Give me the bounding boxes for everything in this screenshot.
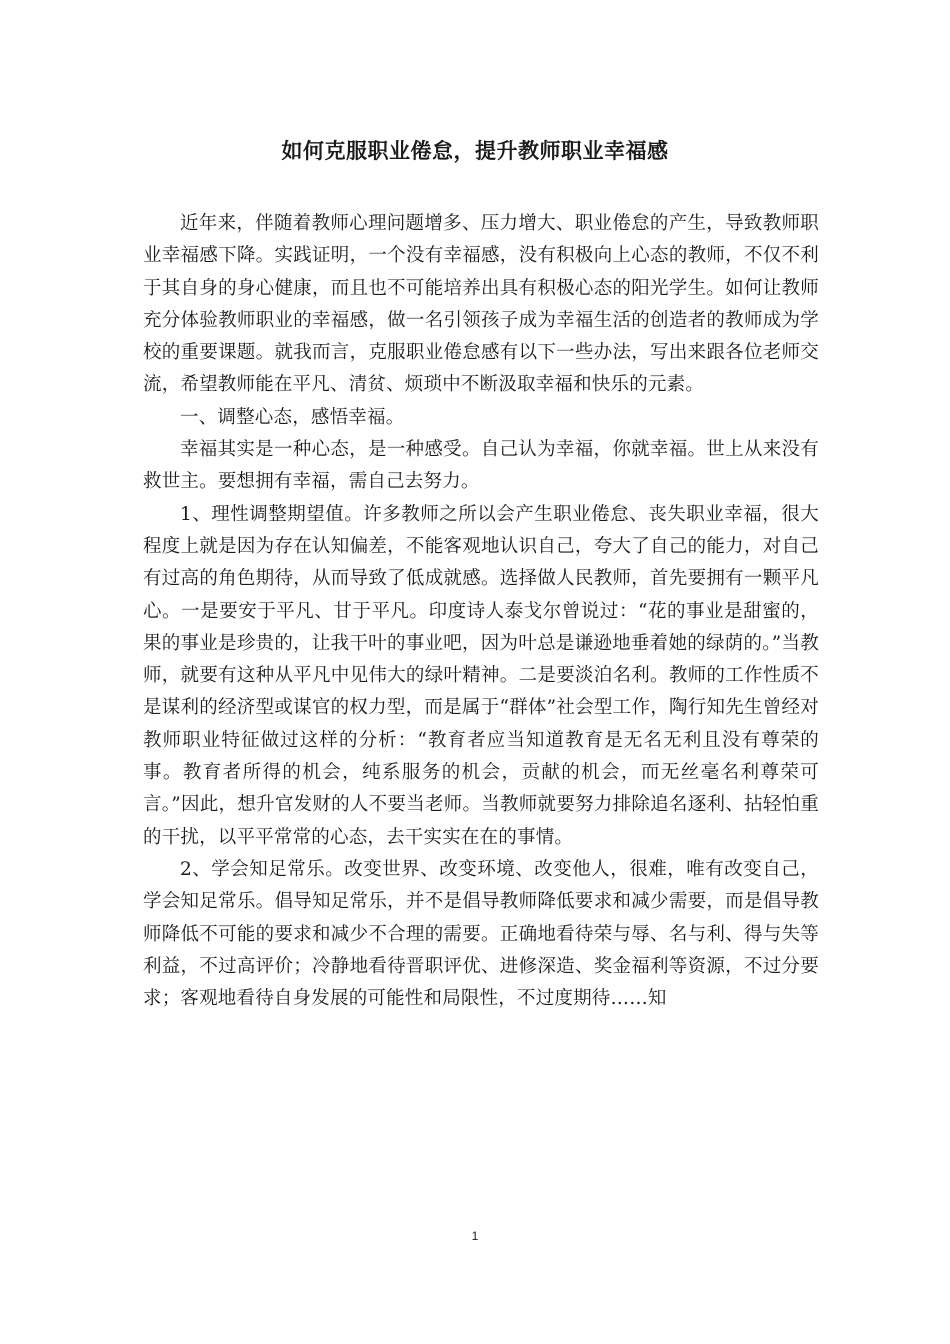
document-title: 如何克服职业倦怠，提升教师职业幸福感 xyxy=(281,138,669,163)
paragraph-point-2: 2、学会知足常乐。改变世界、改变环境、改变他人，很难，唯有改变自己，学会知足常乐。倡导知足常乐，并不是倡导教师降低要求和减少需要，而是倡导教师降低不可能的要求和减少不合理的需要。正确地看待荣与辱、名与利、得与失等利益，不过高评价；冷静地看待晋职评优、进修深造、奖金福利等资源，不过分要求；客观地看待自身发展的可能性和局限性，不过度期待……知 xyxy=(143,858,819,1010)
document-body xyxy=(143,208,819,1015)
page-number: 1 xyxy=(471,1229,479,1243)
paragraph-point-1: 1、理性调整期望值。许多教师之所以会产生职业倦怠、丧失职业幸福，很大程度上就是因为存在认知偏差，不能客观地认识自己，夸大了自己的能力，对自己有过高的角色期待，从而导致了低成就感。选择做人民教师，首先要拥有一颗平凡心。一是要安于平凡、甘于平凡。印度诗人泰戈尔曾说过：“花的事业是甜蜜的，果的事业是珍贵的，让我干叶的事业吧，因为叶总是谦逊地垂着她的绿荫的。”当教师，就要有这种从平凡中见伟大的绿叶精神。二是要淡泊名利。教师的工作性质不是谋利的经济型或谋官的权力型，而是属于“群体”社会型工作，陶行知先生曾经对教师职业特征做过这样的分析：“教育者应当知道教育是无名无利且没有尊荣的事。教育者所得的机会，纯系服务的机会，贡献的机会，而无丝毫名利尊荣可言。”因此，想升官发财的人不要当老师。当教师就要努力排除追名逐利、拈轻怕重的干扰，以平平常常的心态，去干实实在在的事情。 xyxy=(143,503,819,848)
section-heading-1: 一、调整心态，感悟幸福。 xyxy=(180,406,405,428)
paragraph-intro: 近年来，伴随着教师心理问题增多、压力增大、职业倦怠的产生，导致教师职业幸福感下降。实践证明，一个没有幸福感，没有积极向上心态的教师，不仅不利于其自身的身心健康，而且也不可能培养出具有积极心态的阳光学生。如何让教师充分体验教师职业的幸福感，做一名引领孩子成为幸福生活的创造者的教师成为学校的重要课题。就我而言，克服职业倦怠感有以下一些办法，写出来跟各位老师交流，希望教师能在平凡、清贫、烦琐中不断汲取幸福和快乐的元素。 xyxy=(143,213,819,396)
paragraph-happiness: 幸福其实是一种心态，是一种感受。自己认为幸福，你就幸福。世上从来没有救世主。要想拥有幸福，需自己去努力。 xyxy=(143,439,819,493)
